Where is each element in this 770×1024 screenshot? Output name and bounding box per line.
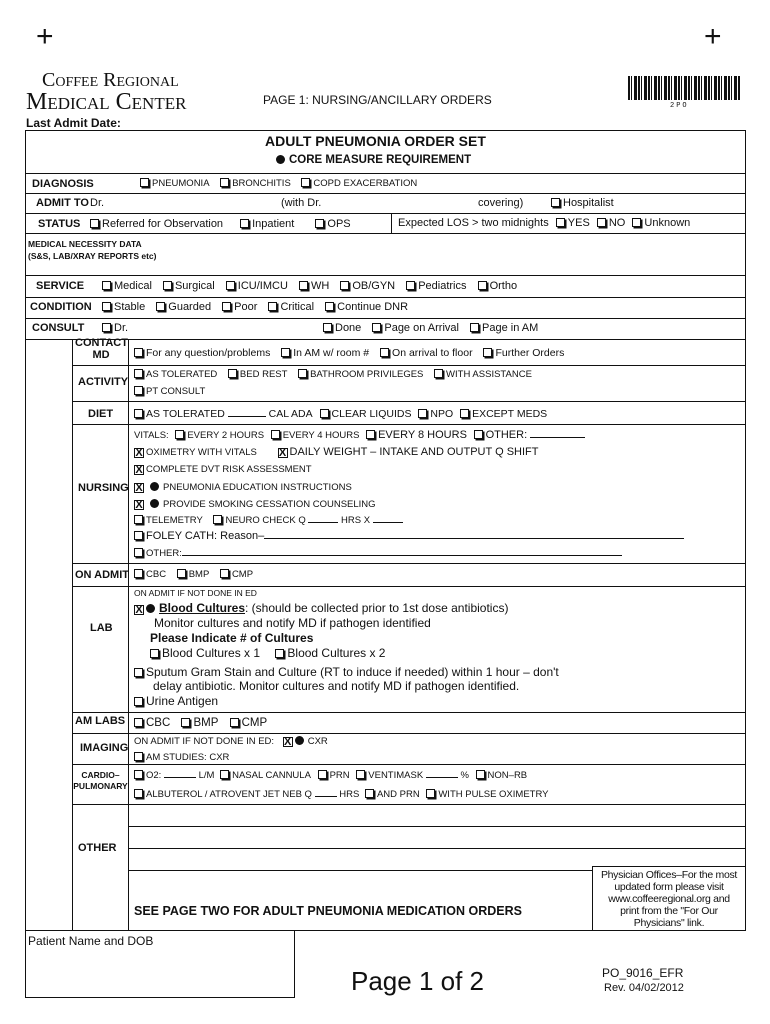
oximetry-row <box>134 446 538 458</box>
admit-to-label: ADMIT TO <box>36 197 89 209</box>
on-admit-cmp[interactable]: CMP <box>220 569 253 580</box>
service-wh[interactable]: WH <box>299 280 329 292</box>
lab-label: LAB <box>90 622 113 634</box>
telemetry-row: TELEMETRY NEURO CHECK Q HRS X <box>134 514 403 526</box>
lab-if-not-done: ON ADMIT IF NOT DONE IN ED <box>134 588 257 598</box>
sputum-row[interactable]: Sputum Gram Stain and Culture (RT to induce if needed) within 1 hour – don't <box>134 665 559 679</box>
blood-cultures-row[interactable]: X Blood Cultures: (should be collected prior to 1st dose antibiotics) <box>135 601 509 616</box>
service-obgyn[interactable]: OB/GYN <box>340 280 395 292</box>
nursing-label: NURSING <box>78 482 129 494</box>
logo-line2: Medical Center <box>26 89 187 115</box>
consult-page-am[interactable]: Page in AM <box>470 322 538 334</box>
status-observation[interactable]: Referred for Observation <box>90 218 223 230</box>
status-label: STATUS <box>38 218 81 230</box>
service-label: SERVICE <box>36 280 85 292</box>
imaging-label: IMAGING <box>80 742 129 754</box>
diet-except-meds[interactable]: EXCEPT MEDS <box>460 408 547 420</box>
core-measure-dot-icon <box>276 155 285 164</box>
blood-cultures-x1[interactable]: Blood Cultures x 1 <box>150 646 260 660</box>
contact-further-orders[interactable]: Further Orders <box>483 347 564 359</box>
diet-clear-liquids[interactable]: CLEAR LIQUIDS <box>320 408 412 420</box>
checkbox-checked-icon: X <box>135 604 143 616</box>
los-no[interactable]: NO <box>597 217 626 229</box>
consult-dr[interactable]: Dr. <box>102 322 128 334</box>
admit-with-dr[interactable]: (with Dr. <box>281 197 322 209</box>
status-ops[interactable]: OPS <box>315 218 350 230</box>
neuro-check-option[interactable]: NEURO CHECK Q <box>213 515 305 526</box>
form-id: PO_9016_EFR <box>602 966 684 980</box>
registration-mark-left: + <box>36 20 54 53</box>
core-measure-dot-icon <box>150 482 159 491</box>
activity-bathroom[interactable]: BATHROOM PRIVILEGES <box>298 369 423 380</box>
vitals-8h[interactable]: EVERY 8 HOURS <box>366 429 467 441</box>
ventimask[interactable]: VENTIMASK <box>356 770 423 781</box>
on-admit-cbc[interactable]: CBC <box>134 569 166 580</box>
logo-line1: Coffee Regional <box>42 69 179 91</box>
los-yes[interactable]: YES <box>556 217 590 229</box>
service-pediatrics[interactable]: Pediatrics <box>406 280 466 292</box>
vitals-4h[interactable]: EVERY 4 HOURS <box>271 430 360 441</box>
status-los: Expected LOS > two midnights YES NO Unknown <box>398 217 691 229</box>
am-labs-options <box>134 717 275 729</box>
cardio-label: CARDIO– PULMONARY <box>73 770 128 791</box>
consult-label: CONSULT <box>32 322 85 334</box>
am-labs-label: AM LABS <box>75 715 126 727</box>
on-admit-options <box>134 569 261 580</box>
vitals-2h[interactable]: EVERY 2 HOURS <box>175 430 264 441</box>
checkbox-checked-icon: X <box>135 499 143 511</box>
checkbox-checked-icon: X <box>135 464 143 476</box>
service-surgical[interactable]: Surgical <box>163 280 215 292</box>
core-measure-dot-icon <box>150 499 159 508</box>
contact-md-label: CONTACT MD <box>75 337 128 361</box>
albuterol-option[interactable]: ALBUTEROL / ATROVENT JET NEB Q <box>134 789 312 800</box>
foley-row[interactable]: FOLEY CATH: Reason– <box>134 530 684 542</box>
blood-cultures-x2[interactable]: Blood Cultures x 2 <box>275 646 385 660</box>
cardio-row-2: ALBUTEROL / ATROVENT JET NEB Q HRS AND PRN WITH PULSE OXIMETRY <box>134 788 549 800</box>
barcode <box>628 76 740 100</box>
diet-cal-ada: CAL ADA <box>268 408 313 420</box>
cardio-row-1: O2: L/M NASAL CANNULA PRN VENTIMASK % NON–RB <box>134 769 527 781</box>
admit-dr[interactable]: Dr. <box>90 197 105 209</box>
consult-page-arrival[interactable]: Page on Arrival <box>372 322 459 334</box>
diagnosis-copd[interactable]: COPD EXACERBATION <box>301 178 417 189</box>
consult-options <box>323 322 546 334</box>
telemetry-option[interactable]: TELEMETRY <box>134 515 203 526</box>
diet-options <box>134 408 555 420</box>
activity-options <box>134 369 540 380</box>
activity-assistance[interactable]: WITH ASSISTANCE <box>434 369 532 380</box>
diet-as-tolerated[interactable]: AS TOLERATED <box>134 408 225 420</box>
core-measure-dot-icon <box>146 604 155 613</box>
imaging-row: ON ADMIT IF NOT DONE IN ED: X CXR <box>134 736 328 748</box>
activity-as-tolerated[interactable]: AS TOLERATED <box>134 369 217 380</box>
diagnosis-bronchitis[interactable]: BRONCHITIS <box>220 178 291 189</box>
checkbox-checked-icon: X <box>135 482 143 494</box>
hospital-logo <box>26 70 186 114</box>
page-number: Page 1 of 2 <box>351 966 484 996</box>
consult-done[interactable]: Done <box>323 322 361 334</box>
see-page-two: SEE PAGE TWO FOR ADULT PNEUMONIA MEDICATION ORDERS <box>134 904 522 918</box>
checkbox-checked-icon: X <box>135 447 143 459</box>
am-labs-bmp[interactable]: BMP <box>181 717 218 729</box>
service-options <box>102 280 525 292</box>
core-measure-label: CORE MEASURE REQUIREMENT <box>276 154 471 166</box>
diet-label: DIET <box>88 408 114 420</box>
with-pulse-oximetry[interactable]: WITH PULSE OXIMETRY <box>426 789 548 800</box>
service-medical[interactable]: Medical <box>102 280 152 292</box>
contact-in-am[interactable]: In AM w/ room # <box>281 347 369 359</box>
nursing-other-row[interactable]: OTHER: <box>134 547 622 559</box>
admit-hospitalist[interactable]: Hospitalist <box>551 197 614 209</box>
los-unknown[interactable]: Unknown <box>632 217 690 229</box>
contact-any-question[interactable]: For any question/problems <box>134 347 270 359</box>
dvt-row[interactable]: X COMPLETE DVT RISK ASSESSMENT <box>135 464 312 476</box>
cultures-count-row <box>150 646 393 660</box>
diagnosis-pneumonia[interactable]: PNEUMONIA <box>140 178 210 189</box>
activity-bed-rest[interactable]: BED REST <box>228 369 288 380</box>
core-measure-dot-icon <box>295 736 304 745</box>
registration-mark-right: + <box>704 20 722 53</box>
o2-prn[interactable]: PRN <box>318 770 350 781</box>
diet-npo[interactable]: NPO <box>418 408 453 420</box>
condition-critical[interactable]: Critical <box>268 301 314 313</box>
indicate-cultures: Please Indicate # of Cultures <box>150 631 314 645</box>
contact-on-arrival[interactable]: On arrival to floor <box>380 347 473 359</box>
service-ortho[interactable]: Ortho <box>478 280 518 292</box>
non-rb[interactable]: NON–RB <box>476 770 528 781</box>
diet-cal-blank[interactable] <box>228 408 266 417</box>
physician-note-box: Physician Offices–For the most updated form please visit www.coffeeregional.org and print from the "For Our Physicians" link. <box>592 866 746 931</box>
admit-covering: covering) <box>478 197 524 209</box>
vitals-row: VITALS: EVERY 2 HOURS EVERY 4 HOURS EVERY 8 HOURS OTHER: <box>134 429 585 441</box>
activity-label: ACTIVITY <box>78 376 129 388</box>
sputum-row-2: delay antibiotic. Monitor cultures and notify MD if pathogen identified. <box>153 679 520 693</box>
last-admit-date: Last Admit Date: <box>26 116 121 130</box>
urine-antigen-row[interactable]: Urine Antigen <box>134 694 218 708</box>
on-admit-bmp[interactable]: BMP <box>177 569 210 580</box>
condition-poor[interactable]: Poor <box>222 301 257 313</box>
smoking-row[interactable]: X PROVIDE SMOKING CESSATION COUNSELING <box>135 499 376 511</box>
monitor-cultures: Monitor cultures and notify MD if pathogen identified <box>154 616 431 630</box>
diagnosis-label: DIAGNOSIS <box>32 178 94 190</box>
page-label: PAGE 1: NURSING/ANCILLARY ORDERS <box>263 93 492 107</box>
nasal-cannula[interactable]: NASAL CANNULA <box>220 770 311 781</box>
checkbox-checked-icon: X <box>278 447 287 459</box>
vitals-other[interactable]: OTHER: <box>474 429 528 441</box>
status-options <box>90 218 359 230</box>
condition-guarded[interactable]: Guarded <box>156 301 211 313</box>
status-inpatient[interactable]: Inpatient <box>240 218 294 230</box>
on-admit-label: ON ADMIT <box>75 569 129 581</box>
service-icu[interactable]: ICU/IMCU <box>226 280 288 292</box>
imaging-am-studies[interactable]: AM STUDIES: CXR <box>134 752 229 763</box>
patient-name-dob: Patient Name and DOB <box>28 934 154 948</box>
condition-dnr[interactable]: Continue DNR <box>325 301 408 313</box>
daily-weight-checked[interactable]: X DAILY WEIGHT – INTAKE AND OUTPUT Q SHIFT <box>278 446 539 459</box>
form-title: ADULT PNEUMONIA ORDER SET <box>265 133 486 149</box>
condition-options <box>102 301 416 313</box>
oximetry-checked[interactable]: X OXIMETRY WITH VITALS <box>135 447 257 459</box>
am-labs-cmp[interactable]: CMP <box>230 717 268 729</box>
checkbox-checked-icon: X <box>284 736 292 748</box>
activity-pt-consult[interactable]: PT CONSULT <box>134 386 205 397</box>
condition-label: CONDITION <box>30 301 92 313</box>
other-label: OTHER <box>78 842 117 854</box>
barcode-text: 2PO <box>670 102 689 110</box>
albuterol-and-prn[interactable]: AND PRN <box>365 789 420 800</box>
form-revision: Rev. 04/02/2012 <box>604 982 684 994</box>
education-row[interactable]: X PNEUMONIA EDUCATION INSTRUCTIONS <box>135 482 352 494</box>
condition-stable[interactable]: Stable <box>102 301 145 313</box>
contact-options <box>134 347 572 359</box>
med-necessity-label: MEDICAL NECESSITY DATA (S&S, LAB/XRAY REPORTS etc) <box>28 239 157 261</box>
o2-option[interactable]: O2: <box>134 770 161 781</box>
imaging-cxr-checked[interactable]: X CXR <box>284 736 328 748</box>
diagnosis-options <box>140 178 425 189</box>
am-labs-cbc[interactable]: CBC <box>134 717 170 729</box>
